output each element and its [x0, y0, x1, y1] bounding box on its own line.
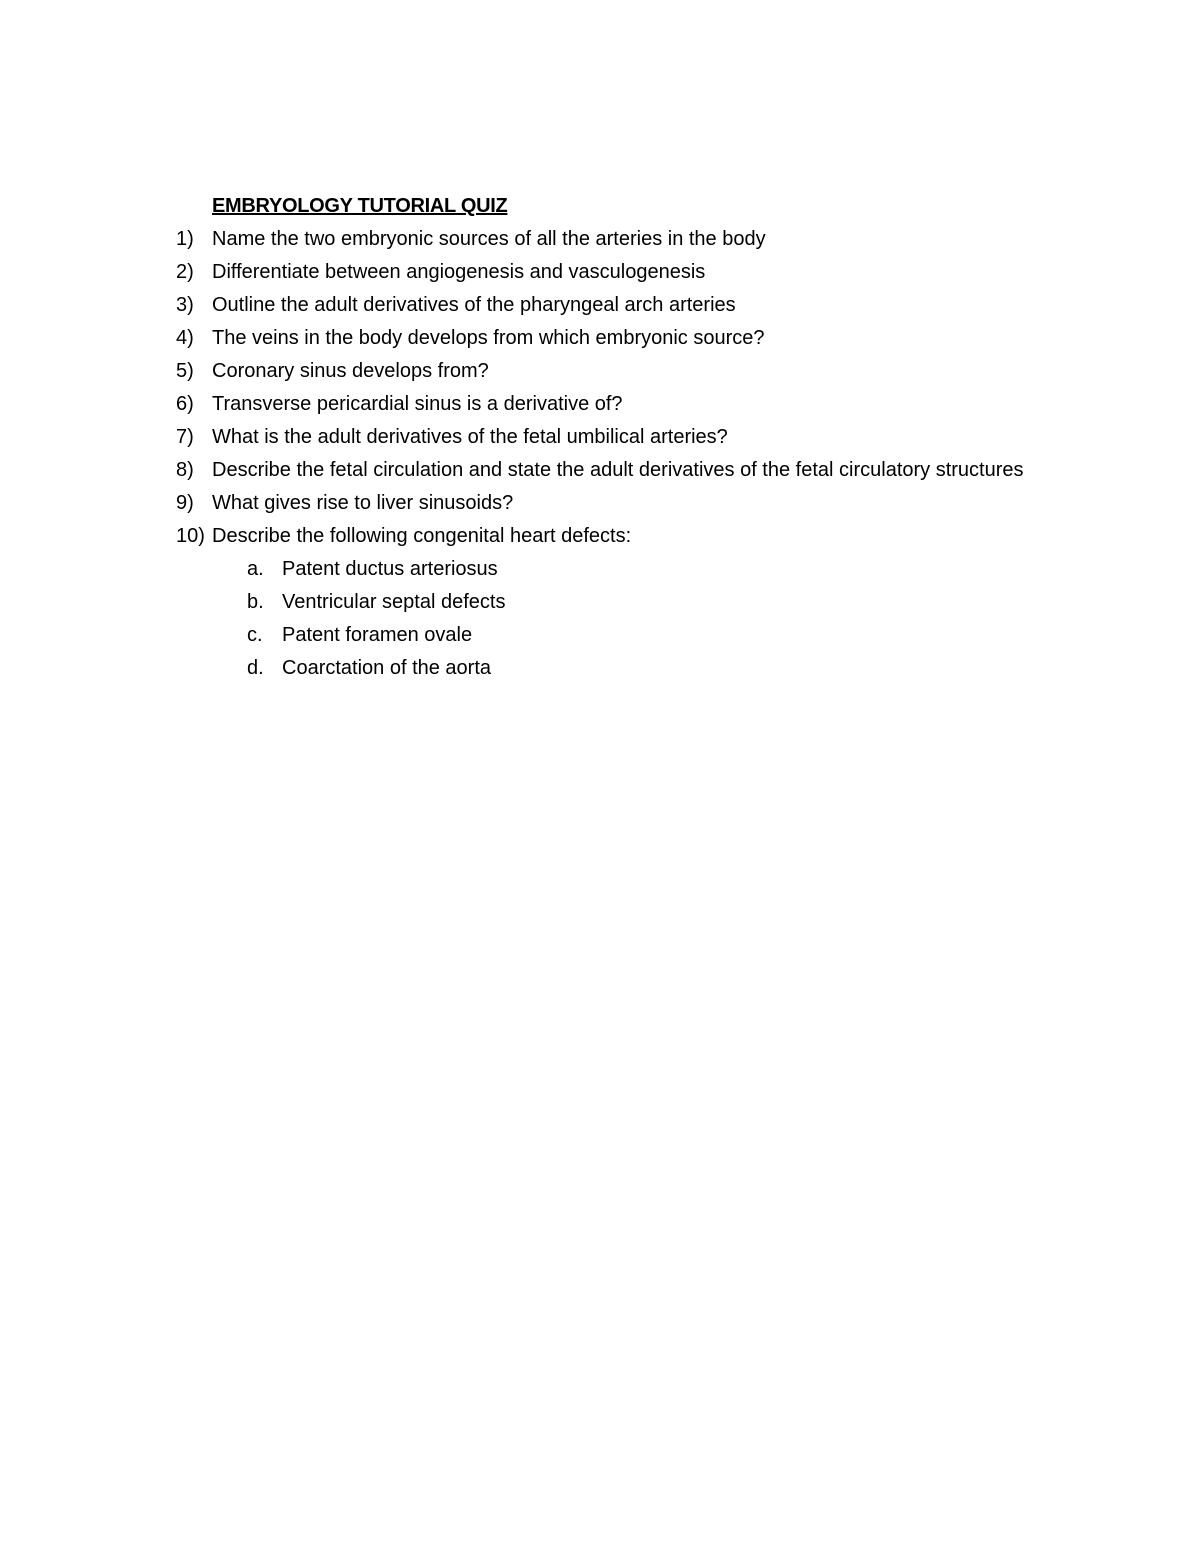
question-text: The veins in the body develops from which embryonic source? — [212, 327, 765, 349]
question-number: 4) — [176, 327, 194, 349]
question-item — [176, 322, 1036, 355]
question-number: 9) — [176, 492, 194, 514]
sub-item-letter: d. — [247, 657, 264, 679]
question-item — [176, 520, 1036, 553]
question-text: Describe the following congenital heart defects: — [212, 525, 632, 547]
document-body — [176, 190, 1036, 685]
question-text: Differentiate between angiogenesis and vasculogenesis — [212, 261, 706, 283]
question-number: 3) — [176, 294, 194, 316]
sub-item-text: Patent foramen ovale — [282, 624, 473, 646]
document-title: EMBRYOLOGY TUTORIAL QUIZ — [212, 195, 508, 217]
question-item — [176, 223, 1036, 256]
question-item — [176, 256, 1036, 289]
question-text: Coronary sinus develops from? — [212, 360, 489, 382]
question-text: What gives rise to liver sinusoids? — [212, 492, 514, 514]
question-number: 8) — [176, 459, 194, 481]
question-text: Transverse pericardial sinus is a derivative of? — [212, 393, 623, 415]
question-text: Describe the fetal circulation and state the adult derivatives of the fetal circulatory structures — [212, 459, 1024, 481]
sub-item — [176, 553, 1036, 586]
question-text: Outline the adult derivatives of the pharyngeal arch arteries — [212, 294, 736, 316]
question-item — [176, 454, 1036, 487]
sub-item-text: Patent ductus arteriosus — [282, 558, 498, 580]
question-text: Name the two embryonic sources of all the arteries in the body — [212, 228, 766, 250]
question-number: 2) — [176, 261, 194, 283]
question-item — [176, 388, 1036, 421]
sub-item-letter: c. — [247, 624, 263, 646]
sub-item-text: Coarctation of the aorta — [282, 657, 492, 679]
question-number: 10) — [176, 525, 205, 547]
question-item — [176, 289, 1036, 322]
sub-item — [176, 652, 1036, 685]
question-item — [176, 421, 1036, 454]
question-item — [176, 355, 1036, 388]
question-number: 6) — [176, 393, 194, 415]
question-number: 1) — [176, 228, 194, 250]
sub-item-text: Ventricular septal defects — [282, 591, 506, 613]
sub-item — [176, 619, 1036, 652]
question-item — [176, 487, 1036, 520]
sub-item-letter: b. — [247, 591, 264, 613]
question-number: 5) — [176, 360, 194, 382]
sub-item — [176, 586, 1036, 619]
question-number: 7) — [176, 426, 194, 448]
sub-item-letter: a. — [247, 558, 264, 580]
question-text: What is the adult derivatives of the fetal umbilical arteries? — [212, 426, 728, 448]
